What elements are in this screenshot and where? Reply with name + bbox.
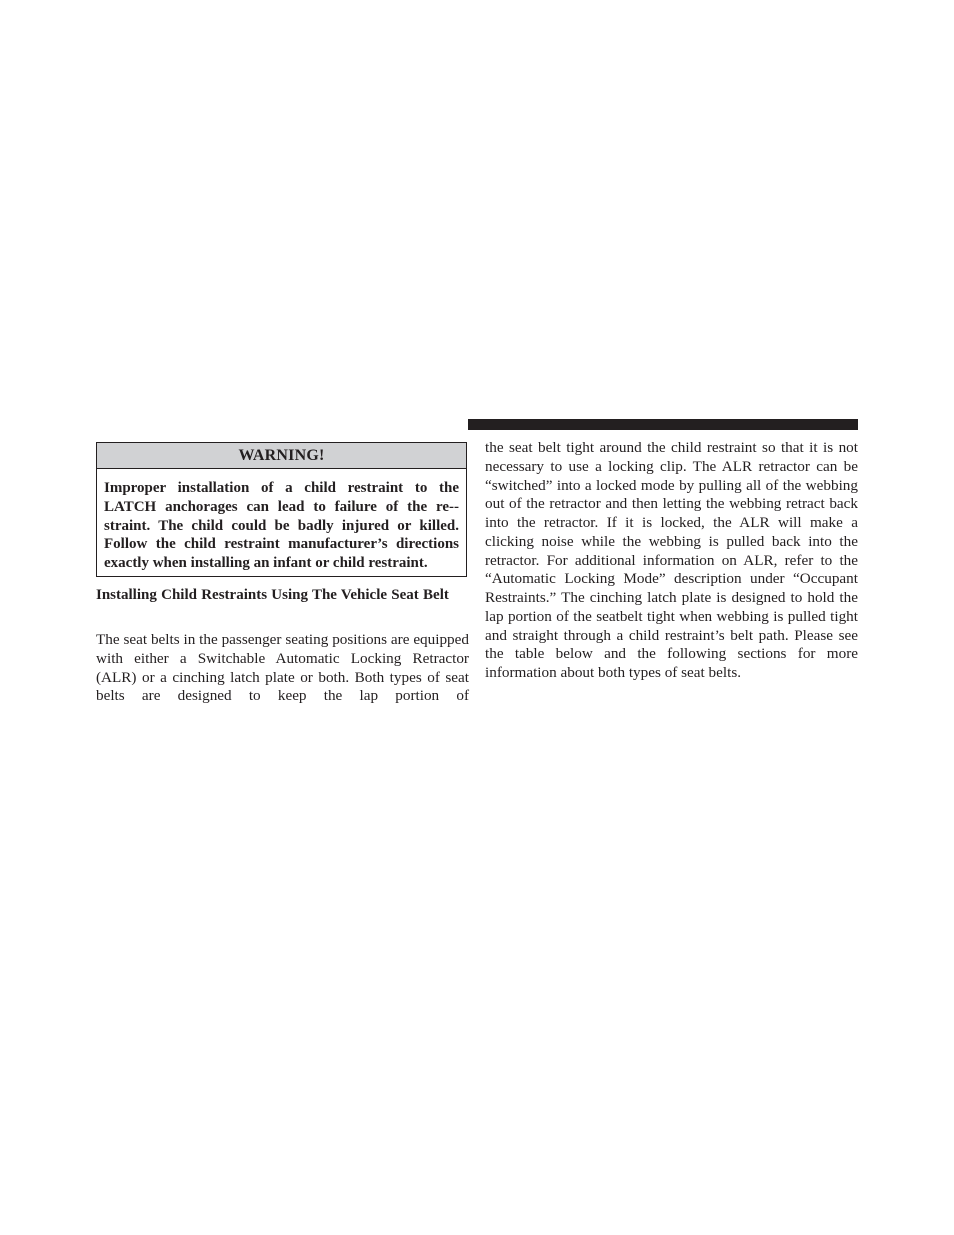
section-heading: Installing Child Restraints Using The Vehicle Seat Belt: [96, 587, 449, 603]
warning-box: [96, 442, 467, 577]
right-column-paragraph: the seat belt tight around the child restraint so that it is not necessary to use a locking clip. The ALR retractor can be “switched” into a locked mode by pulling all of the webbing out of the retractor and then letting the webbing retract back into the retractor. If it is locked, the ALR will make a clicking noise while the webbing is pulled back into the retractor. For additional information on ALR, refer to the “Automatic Locking Mode” description under “Occupant Restraints.” The cinching latch plate is designed to hold the lap portion of the seatbelt tight when webbing is pulled tight and straight through a child restraint’s belt path. Please see the table below and the following sections for more information about both types of seat belts.: [485, 439, 858, 681]
left-column-paragraph: The seat belts in the passenger seating positions are equipped with either a Switchable Automatic Locking Retractor (ALR) or a cinching latch plate or both. Both types of seat belts are designed to keep the lap portion of: [96, 631, 469, 705]
warning-title: WARNING!: [97, 443, 466, 469]
section-header-bar: [468, 419, 858, 430]
warning-text: Improper installation of a child restraint to the LATCH anchorages can lead to failure of the re-straint. The child could be badly injured or killed. Follow the child restraint manufacturer’s directions exactly when installing an infant or child restraint.: [104, 480, 459, 572]
